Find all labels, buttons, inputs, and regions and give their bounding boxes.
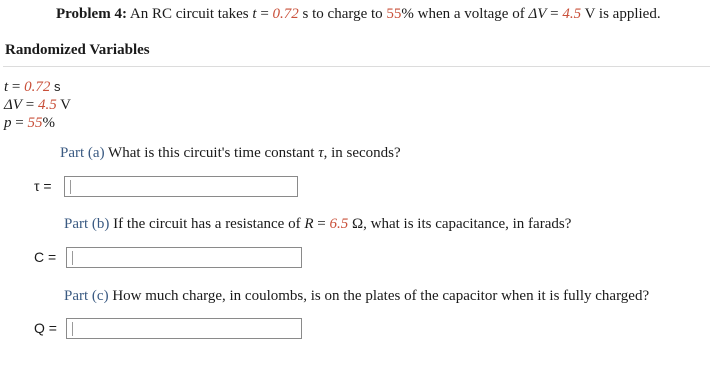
problem-text-4: V is applied. bbox=[581, 6, 661, 22]
problem-label: Problem 4: bbox=[56, 6, 127, 22]
part-b-text-end: Ω, what is its capacitance, in farads? bbox=[348, 216, 572, 232]
part-c-text: How much charge, in coulombs, is on the plates of the capacitor when it is fully charged? bbox=[112, 288, 650, 304]
text-caret bbox=[72, 251, 73, 265]
part-b-text: If the circuit has a resistance of bbox=[113, 216, 305, 232]
variable-row-t bbox=[4, 78, 71, 96]
part-b-symbol: R bbox=[304, 216, 314, 232]
problem-text-1: An RC circuit takes bbox=[129, 6, 249, 22]
part-c-answer-label: Q = bbox=[34, 320, 57, 336]
variable-row-p bbox=[4, 114, 71, 132]
variable-symbol: ΔV bbox=[4, 97, 22, 113]
variable-eq: = bbox=[8, 79, 25, 95]
text-caret bbox=[72, 322, 73, 336]
problem-t-symbol: t bbox=[252, 6, 257, 22]
variable-value: 0.72 bbox=[24, 79, 51, 95]
part-c-answer-input[interactable] bbox=[66, 318, 302, 339]
part-b-answer-label: C = bbox=[34, 249, 57, 265]
variable-unit: s bbox=[50, 79, 61, 94]
variable-symbol: t bbox=[4, 79, 9, 95]
randomized-variables-list bbox=[4, 78, 71, 132]
part-a-label: Part (a) bbox=[60, 145, 105, 161]
problem-text-3: % when a voltage of bbox=[401, 6, 529, 22]
part-a-text: What is this circuit's time constant bbox=[108, 145, 319, 161]
text-caret bbox=[70, 180, 71, 194]
problem-dv-symbol: ΔV bbox=[528, 6, 547, 22]
part-a-answer-label: τ = bbox=[34, 178, 52, 194]
problem-dv-eq: = bbox=[546, 6, 563, 22]
variable-value: 4.5 bbox=[37, 97, 57, 113]
problem-t-eq: = bbox=[256, 6, 273, 22]
problem-dv-value: 4.5 bbox=[562, 6, 582, 22]
part-b-value: 6.5 bbox=[329, 216, 349, 232]
part-c-label: Part (c) bbox=[64, 288, 109, 304]
variable-symbol: p bbox=[4, 115, 12, 131]
problem-text-2: s to charge to bbox=[298, 6, 387, 22]
section-divider bbox=[3, 66, 710, 67]
part-b-label: Part (b) bbox=[64, 216, 110, 232]
part-b-answer-input[interactable] bbox=[66, 247, 302, 268]
part-c-question bbox=[64, 288, 649, 305]
part-b-question bbox=[64, 216, 571, 233]
variable-eq: = bbox=[21, 97, 38, 113]
problem-statement bbox=[56, 6, 661, 23]
variable-unit: % bbox=[42, 115, 55, 131]
part-a-text-end: , in seconds? bbox=[323, 145, 401, 161]
part-a-symbol: τ bbox=[318, 145, 324, 161]
randomized-variables-heading: Randomized Variables bbox=[5, 42, 150, 58]
variable-unit: V bbox=[56, 97, 71, 113]
part-a-question bbox=[60, 145, 401, 162]
variable-value: 55 bbox=[27, 115, 43, 131]
variable-row-dv bbox=[4, 96, 71, 114]
variable-eq: = bbox=[11, 115, 28, 131]
part-a-answer-input[interactable] bbox=[64, 176, 298, 197]
problem-t-value: 0.72 bbox=[272, 6, 299, 22]
problem-percent-value: 55 bbox=[386, 6, 402, 22]
part-b-eq: = bbox=[313, 216, 330, 232]
